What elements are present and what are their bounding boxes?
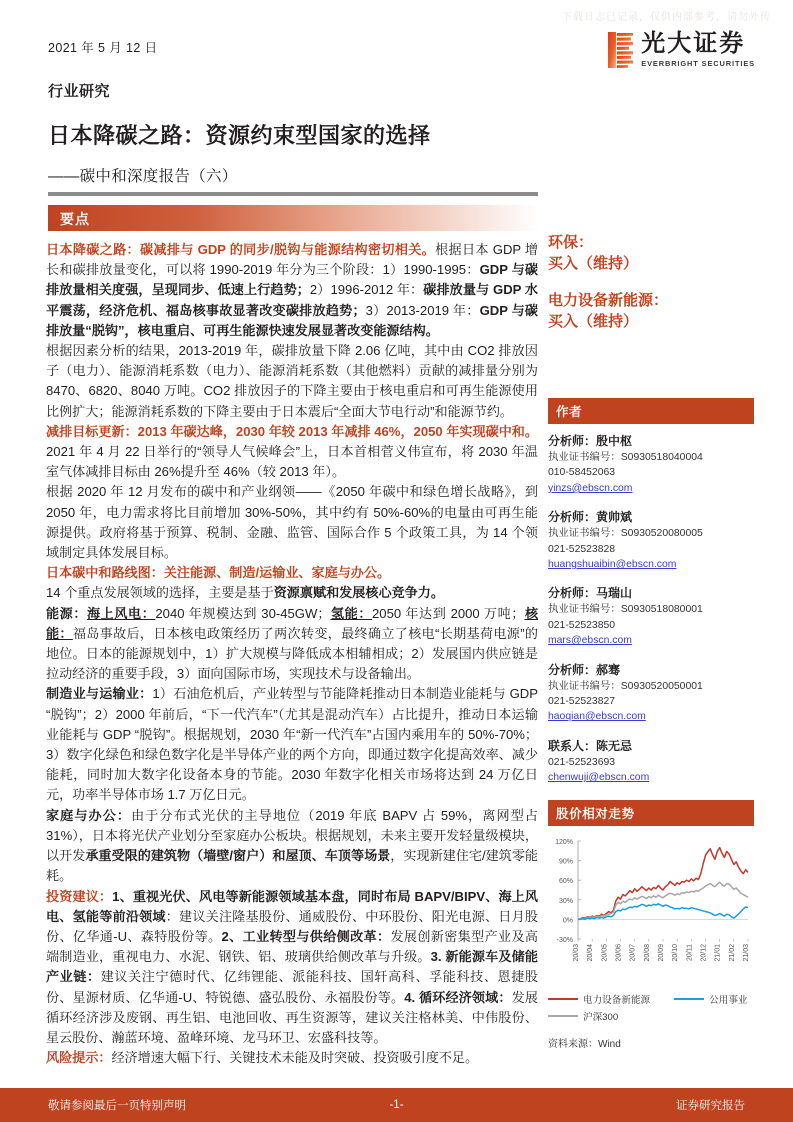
text-run: 碳排放量与 GDP 水平震荡，经济危机、福岛核事故显著改变碳排放趋势； bbox=[46, 282, 538, 318]
text-run: 制造业与运输业： bbox=[46, 686, 153, 702]
svg-text:21/03: 21/03 bbox=[743, 944, 750, 962]
rating-sector-name: 环保： bbox=[548, 234, 594, 251]
key-points-body bbox=[46, 240, 538, 1068]
watermark-text: 下载日志已记录，仅供内部参考，请勿外传 bbox=[562, 12, 771, 23]
svg-text:20/11: 20/11 bbox=[686, 944, 694, 961]
rating-block bbox=[548, 290, 754, 332]
analyst-block bbox=[548, 509, 754, 572]
analyst-name: 分析师：殷中枢 bbox=[548, 434, 633, 448]
key-points-label: 要点 bbox=[60, 211, 90, 227]
text-run: 3. 新能源车及储能产业链： bbox=[46, 949, 539, 985]
analyst-name: 分析师：黄帅斌 bbox=[548, 510, 633, 525]
analyst-email[interactable]: chenwuji@ebscn.com bbox=[548, 772, 650, 784]
legend-color-swatch bbox=[674, 998, 704, 1000]
svg-text:90%: 90% bbox=[558, 858, 573, 866]
text-run: 1、重视光伏、风电等新能源领域基本盘，同时布局 BAPV/BIPV、海上风电、氢能等前沿领域 bbox=[46, 888, 539, 924]
svg-text:0%: 0% bbox=[562, 917, 573, 925]
text-run: 日本碳中和路线图：关注能源、制造/运输业、家庭与办公。 bbox=[46, 565, 391, 581]
svg-text:20/07: 20/07 bbox=[629, 944, 637, 962]
analyst-block bbox=[548, 738, 754, 786]
text-run: 日本降碳之路：碳减排与 GDP 的同步/脱钩与能源结构密切相关。 bbox=[46, 242, 436, 257]
chart-legend bbox=[548, 992, 754, 1023]
legend-row bbox=[548, 992, 754, 1006]
chart-series-公用事业 bbox=[578, 904, 748, 920]
legend-color-swatch bbox=[548, 1015, 578, 1017]
report-header bbox=[48, 38, 753, 186]
analyst-phone: 021-52523850 bbox=[548, 619, 616, 631]
text-run: 根据日本 GDP 增长和碳排放量变化，可以将 1990-2019 年分为三个阶段：1）1990-1995： bbox=[46, 242, 538, 278]
text-run: 风险提示： bbox=[46, 1050, 112, 1066]
text-run: GDP 与碳排放量“脱钩”，核电重启、可再生能源快速发展显著改变能源结构。 bbox=[46, 302, 539, 338]
chart-source: 资料来源：Wind bbox=[548, 1039, 621, 1050]
analyst-email[interactable]: huangshuaibin@ebscn.com bbox=[548, 559, 677, 571]
text-run: ：建议关注隆基股份、通威股份、中环股份、阳光电源、日月股份、亿华通-U、森特股份等。 bbox=[46, 908, 539, 944]
legend-label: 沪深300 bbox=[583, 1012, 619, 1023]
analyst-block bbox=[548, 585, 754, 648]
key-point-paragraph bbox=[46, 563, 538, 583]
legend-item bbox=[548, 992, 650, 1006]
report-date: 2021 年 5 月 12 日 bbox=[48, 41, 158, 55]
svg-text:20/05: 20/05 bbox=[601, 944, 609, 962]
text-run: 3）2013-2019 年： bbox=[365, 302, 480, 318]
svg-text:20/12: 20/12 bbox=[700, 944, 708, 962]
text-run: 家庭与办公： bbox=[46, 807, 132, 823]
analyst-name: 分析师：马瑞山 bbox=[548, 586, 633, 601]
logo-english-name: EVERBRIGHT SECURITIES bbox=[641, 59, 755, 69]
text-run: 4. 循环经济领域： bbox=[404, 989, 512, 1005]
analyst-name: 分析师：郝骞 bbox=[548, 662, 621, 677]
text-run: 根据 2020 年 12 月发布的碳中和产业纲领——《2050 年碳中和绿色增长战略》，到 2050 年，电力需求将比目前增加 30%-50%，其中约有 50%-60%的电量由可再生能源提供。政府将基于预算、税制、金融、监管、国际合作 5 个政策工具，为 14 个领域制定具体发展目标。 bbox=[46, 484, 538, 561]
key-points-header bbox=[48, 205, 538, 231]
svg-text:-30%: -30% bbox=[556, 937, 573, 944]
analyst-email[interactable]: mars@ebscn.com bbox=[548, 635, 632, 647]
key-point-paragraph bbox=[46, 583, 538, 603]
footer-report-type: 证券研究报告 bbox=[676, 1100, 745, 1112]
text-run: 能源： bbox=[46, 605, 88, 621]
key-point-paragraph bbox=[46, 1048, 538, 1068]
svg-text:20/10: 20/10 bbox=[672, 944, 680, 962]
text-run: 发展循环经济涉及废钢、再生铝、电池回收、再生资源等，建议关注格林美、中伟股份、星云股份、瀚蓝环境、盈峰环境、龙马环卫、宏盛科技等。 bbox=[46, 989, 538, 1045]
analyst-email[interactable]: yinzs@ebscn.com bbox=[548, 482, 633, 494]
svg-text:21/01: 21/01 bbox=[714, 944, 722, 962]
chart-series-电力设备新能源 bbox=[578, 848, 748, 920]
text-run: 2、工业转型与供给侧改革： bbox=[221, 928, 391, 944]
rating-value: 买入（维持） bbox=[548, 255, 639, 272]
text-run: 由于分布式光伏的主导地位（2019 年底 BAPV 占 59%，离网型占 31%），日本将光伏产业划分至家庭办公板块。根据规划，未来主要开发轻量级模块，以开发 bbox=[46, 807, 538, 864]
text-run: 核能： bbox=[46, 605, 539, 641]
legend-label: 电力设备新能源 bbox=[583, 995, 651, 1006]
analyst-certificate: 执业证书编号：S0930518040004 bbox=[548, 452, 703, 463]
key-point-paragraph bbox=[46, 341, 538, 422]
text-run: 1）石油危机后，产业转型与节能降耗推动日本制造业能耗与 GDP “脱钩”；2）2000 年前后，“下一代汽车”（尤其是混动汽车）占比提升，推动日本运输业能耗与 GDP “脱钩”。根据规划，2030 年“新一代汽车”占国内乘用车的 50%-70%；3）数字化绿色和绿色数字化是半导体产业的两个方向，即通过数字化提高效率、减少能耗，同时加大数字化设备本身的节能。2030 年数字化相关市场将达到 24 万亿日元，功率半导体市场 1.7 万亿日元。 bbox=[46, 686, 538, 803]
svg-text:30%: 30% bbox=[558, 897, 573, 905]
text-run: 2040 年规模达到 30-45GW； bbox=[155, 605, 331, 621]
ratings-list bbox=[548, 232, 754, 332]
rating-block bbox=[548, 232, 754, 274]
analyst-certificate: 执业证书编号：S0930518080001 bbox=[548, 604, 703, 616]
text-run: GDP 与碳排放量相关度强，呈现同步、低速上行趋势； bbox=[46, 262, 538, 298]
legend-row bbox=[548, 1009, 754, 1023]
analyst-phone: 021-52523827 bbox=[548, 696, 616, 708]
legend-item bbox=[674, 992, 747, 1006]
text-run: 经济增速大幅下行、关键技术未能及时突破、投资吸引度不足。 bbox=[111, 1050, 479, 1066]
analyst-phone: 021-52523693 bbox=[548, 756, 616, 768]
svg-text:120%: 120% bbox=[555, 839, 573, 846]
page-footer bbox=[0, 1088, 793, 1122]
analyst-certificate: 执业证书编号：S0930520080005 bbox=[548, 528, 703, 540]
header-divider bbox=[48, 192, 538, 196]
svg-text:60%: 60% bbox=[558, 878, 573, 886]
analyst-certificate: 执业证书编号：S0930520050001 bbox=[548, 680, 703, 692]
logo-chinese-name: 光大证券 bbox=[641, 30, 746, 58]
analyst-block bbox=[548, 662, 754, 725]
report-subtitle: ——碳中和深度报告（六） bbox=[48, 168, 238, 185]
rating-sector-name: 电力设备新能源： bbox=[548, 292, 669, 309]
key-point-paragraph bbox=[46, 482, 538, 563]
analyst-email[interactable]: haoqian@ebscn.com bbox=[548, 711, 646, 723]
text-run: 福岛事故后，日本核电政策经历了两次转变，最终确立了核电“长期基荷电源”的地位。日本的能源规划中，1）扩大规模与降低成本相辅相成；2）发展国内供应链是拉动经济的重要手段，3）面向国际市场，实现技术与设备输出。 bbox=[46, 625, 538, 682]
legend-item bbox=[548, 1009, 618, 1023]
text-run: 承重受限的建筑物（墙壁/窗户）和屋顶、车顶等场景 bbox=[85, 848, 391, 864]
text-run: 建议关注宁德时代、亿纬锂能、派能科技、国轩高科、孚能科技、恩捷股份、星源材质、亿华通-U、特锐德、盛弘股份、永福股份等。 bbox=[46, 969, 539, 1005]
key-point-paragraph bbox=[46, 240, 538, 341]
analyst-phone: 021-52523828 bbox=[548, 543, 616, 555]
text-run: 资源禀赋和发展核心竞争力。 bbox=[273, 585, 444, 601]
analyst-block bbox=[548, 433, 754, 496]
authors-section-header: 作者 bbox=[548, 398, 754, 424]
svg-text:20/03: 20/03 bbox=[573, 944, 580, 962]
text-run: 14 个重点发展领域的选择，主要是基于 bbox=[46, 585, 274, 601]
key-point-paragraph bbox=[46, 806, 538, 887]
stock-chart-panel bbox=[548, 800, 754, 1050]
text-run: 2050 年达到 2000 万吨； bbox=[372, 605, 525, 621]
authors-panel bbox=[548, 398, 754, 799]
svg-text:20/06: 20/06 bbox=[615, 944, 623, 962]
relative-price-chart bbox=[548, 833, 754, 988]
rating-value: 买入（维持） bbox=[548, 313, 639, 330]
text-run: 氢能： bbox=[330, 605, 373, 621]
page-title: 日本降碳之路：资源约束型国家的选择 bbox=[48, 123, 431, 148]
footer-page-number: -1- bbox=[389, 1099, 404, 1111]
authors-list bbox=[548, 433, 754, 786]
text-run: 2）1996-2012 年： bbox=[309, 282, 424, 298]
chart-svg bbox=[548, 833, 754, 983]
analyst-phone: 010-58452063 bbox=[548, 467, 616, 479]
chart-section-header: 股价相对走势 bbox=[548, 800, 754, 826]
text-run: ，实现新建住宅/建筑零能耗。 bbox=[46, 848, 539, 884]
footer-disclaimer: 敬请参阅最后一页特别声明 bbox=[48, 1100, 186, 1112]
svg-text:20/08: 20/08 bbox=[643, 944, 651, 962]
key-point-paragraph bbox=[46, 604, 538, 685]
report-category: 行业研究 bbox=[48, 83, 111, 100]
legend-label: 公用事业 bbox=[709, 995, 748, 1006]
text-run: 投资建议： bbox=[46, 888, 113, 904]
text-run: 海上风电： bbox=[87, 605, 156, 621]
key-point-paragraph bbox=[46, 684, 538, 805]
svg-text:20/04: 20/04 bbox=[587, 944, 595, 962]
key-point-paragraph bbox=[46, 422, 538, 483]
text-run: 2021 年 4 月 22 日举行的“领导人气候峰会”上，日本首相菅义伟宣布，将 2030 年温室气体减排目标由 26%提升至 46%（较 2013 年）。 bbox=[46, 444, 538, 480]
right-sidebar bbox=[548, 232, 754, 348]
svg-text:21/02: 21/02 bbox=[728, 944, 736, 962]
legend-color-swatch bbox=[548, 998, 578, 1000]
svg-text:20/09: 20/09 bbox=[658, 944, 665, 962]
chart-series-沪深300 bbox=[578, 882, 748, 919]
text-run: 根据因素分析的结果，2013-2019 年，碳排放量下降 2.06 亿吨，其中由 CO2 排放因子（电力）、能源消耗系数（电力）、能源消耗系数（其他燃料）贡献的减排量分别为 8470、6820、8040 万吨。CO2 排放因子的下降主要由于核电重启和可再生能源使用比例扩大；能源消耗系数的下降主要由于日本震后“全面大节电行动”和能源节约。 bbox=[46, 343, 538, 419]
text-run: 发展创新密集型产业及高端制造业，重视电力、水泥、钢铁、铝、玻璃供给侧改革与升级。 bbox=[46, 928, 538, 965]
key-point-paragraph bbox=[46, 887, 538, 1049]
analyst-name: 联系人：陈无忌 bbox=[548, 738, 633, 753]
text-run: 减排目标更新：2013 年碳达峰，2030 年较 2013 年减排 46%，2050 年实现碳中和。 bbox=[46, 423, 538, 439]
